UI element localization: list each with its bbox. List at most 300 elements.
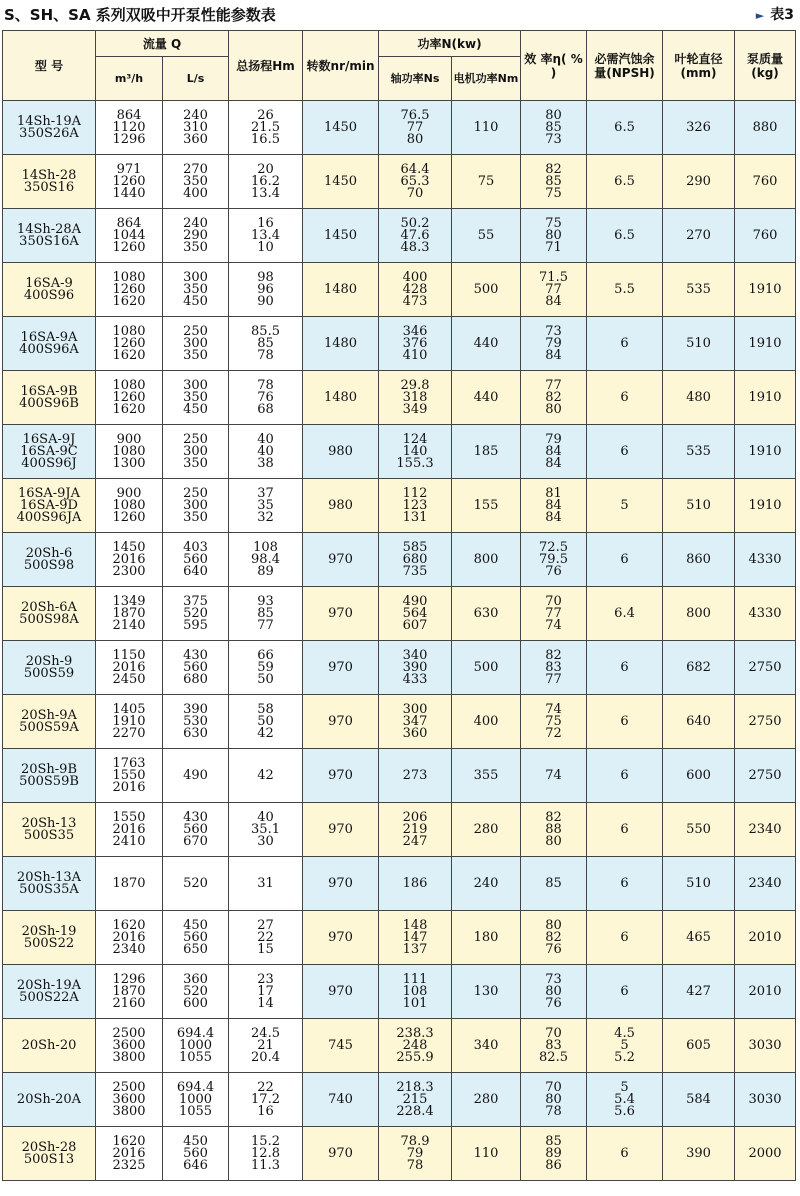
header-motor-power: 电机功率Nm: [452, 57, 521, 101]
cell-flow-m3h: [96, 1073, 163, 1127]
cell-line: 970: [328, 659, 353, 675]
cell-line: 2325: [112, 1157, 146, 1173]
cell-line: 1910: [748, 443, 782, 459]
cell-shaft-power: [379, 533, 452, 587]
table-row: [3, 749, 796, 803]
cell-mass: [735, 1127, 796, 1181]
cell-npsh: [587, 749, 663, 803]
cell-line: 20: [257, 161, 274, 177]
cell-line: 27: [257, 917, 274, 933]
cell-head: [229, 371, 303, 425]
cell-line: 16SA-9: [25, 275, 73, 291]
cell-line: 16SA-9A: [20, 329, 78, 345]
table-row: [3, 965, 796, 1019]
cell-model: [3, 803, 96, 857]
cell-line: 500S35: [23, 827, 75, 843]
cell-line: 75: [545, 713, 562, 729]
cell-line: 640: [686, 713, 711, 729]
cell-line: 520: [183, 875, 208, 891]
cell-npsh: [587, 587, 663, 641]
cell-line: 147: [402, 929, 428, 945]
cell-motor-power: [452, 533, 521, 587]
cell-line: 71: [545, 239, 562, 255]
cell-line: 900: [116, 485, 142, 501]
cell-line: 2750: [748, 659, 782, 675]
cell-impeller: [663, 1019, 735, 1073]
cell-speed: [303, 1073, 379, 1127]
cell-line: 607: [402, 617, 428, 633]
cell-line: 349: [402, 401, 428, 417]
cell-line: 219: [402, 821, 428, 837]
cell-impeller: [663, 533, 735, 587]
cell-flow-m3h: [96, 317, 163, 371]
cell-shaft-power: [379, 155, 452, 209]
cell-line: 74: [545, 617, 562, 633]
cell-line: 14Sh-28: [21, 167, 77, 183]
header-efficiency: 效 率η( % ): [521, 31, 587, 101]
cell-line: 6: [620, 713, 629, 729]
cell-line: 2340: [748, 875, 782, 891]
cell-line: 600: [183, 995, 208, 1011]
cell-line: 70: [545, 1079, 562, 1095]
cell-line: 971: [116, 161, 142, 177]
cell-line: 390: [183, 701, 208, 717]
cell-line: 350: [183, 281, 208, 297]
cell-line: 155.3: [396, 455, 434, 471]
cell-line: 630: [473, 605, 499, 621]
cell-flow-ls: [163, 641, 229, 695]
cell-efficiency: [521, 749, 587, 803]
cell-line: 1000: [178, 1091, 213, 1107]
cell-npsh: [587, 1127, 663, 1181]
cell-line: 970: [328, 983, 353, 999]
cell-line: 680: [402, 551, 428, 567]
cell-line: 78: [406, 1157, 424, 1173]
cell-line: 59: [257, 659, 274, 675]
cell-line: 682: [686, 659, 711, 675]
cell-line: 1480: [323, 281, 358, 297]
cell-shaft-power: [379, 263, 452, 317]
cell-line: 1910: [748, 389, 782, 405]
cell-line: 1044: [112, 227, 146, 243]
cell-line: 1480: [323, 389, 358, 405]
cell-line: 6.4: [614, 605, 635, 621]
cell-line: 64.4: [400, 161, 430, 177]
cell-mass: [735, 209, 796, 263]
cell-line: 78: [257, 347, 274, 363]
cell-line: 16SA-9D: [20, 497, 78, 513]
cell-line: 560: [183, 659, 208, 675]
cell-line: 605: [686, 1037, 711, 1053]
cell-speed: [303, 1127, 379, 1181]
cell-shaft-power: [379, 857, 452, 911]
cell-shaft-power: [379, 749, 452, 803]
cell-flow-ls: [163, 965, 229, 1019]
cell-line: 6: [620, 659, 629, 675]
cell-efficiency: [521, 641, 587, 695]
cell-line: 80: [545, 227, 562, 243]
cell-line: 410: [402, 347, 428, 363]
cell-line: 85: [545, 119, 562, 135]
cell-flow-m3h: [96, 371, 163, 425]
cell-line: 360: [183, 131, 208, 147]
cell-npsh: [587, 425, 663, 479]
cell-line: 88: [545, 821, 562, 837]
cell-line: 1620: [112, 1133, 146, 1149]
cell-line: 47.6: [400, 227, 430, 243]
cell-flow-m3h: [96, 965, 163, 1019]
cell-line: 280: [473, 1091, 499, 1107]
cell-impeller: [663, 1127, 735, 1181]
cell-line: 72: [545, 725, 562, 741]
cell-line: 5.4: [614, 1091, 635, 1107]
cell-line: 650: [183, 941, 208, 957]
cell-line: 970: [328, 929, 353, 945]
cell-line: 40: [257, 431, 274, 447]
cell-shaft-power: [379, 317, 452, 371]
cell-line: 3030: [748, 1037, 782, 1053]
cell-line: 85.5: [251, 323, 280, 339]
table-row: [3, 695, 796, 749]
cell-line: 4330: [748, 605, 782, 621]
cell-npsh: [587, 479, 663, 533]
cell-efficiency: [521, 317, 587, 371]
cell-line: 38: [257, 455, 274, 471]
cell-line: 78: [257, 377, 274, 393]
cell-line: 270: [183, 161, 208, 177]
cell-flow-ls: [163, 749, 229, 803]
cell-line: 1349: [112, 593, 146, 609]
cell-model: [3, 263, 96, 317]
cell-speed: [303, 857, 379, 911]
header-speed: 转数nr/min: [303, 31, 379, 101]
cell-head: [229, 857, 303, 911]
cell-line: 5.5: [614, 281, 635, 297]
cell-line: 80: [545, 107, 562, 123]
cell-line: 76: [545, 995, 562, 1011]
cell-line: 500S22A: [19, 989, 79, 1005]
cell-line: 1260: [112, 173, 146, 189]
cell-line: 433: [402, 671, 428, 687]
cell-motor-power: [452, 263, 521, 317]
cell-line: 24.5: [251, 1025, 280, 1041]
cell-line: 500S59B: [19, 773, 79, 789]
cell-shaft-power: [379, 965, 452, 1019]
cell-line: 1080: [112, 323, 146, 339]
cell-line: 21.5: [251, 119, 280, 135]
cell-line: 3800: [112, 1049, 146, 1065]
cell-line: 85: [545, 173, 562, 189]
cell-line: 148: [402, 917, 428, 933]
cell-line: 740: [328, 1091, 353, 1107]
cell-speed: [303, 641, 379, 695]
cell-flow-m3h: [96, 1127, 163, 1181]
cell-line: 535: [686, 443, 711, 459]
cell-speed: [303, 317, 379, 371]
header-shaft-power: 轴功率Ns: [379, 57, 452, 101]
cell-line: 16.5: [251, 131, 280, 147]
cell-line: 1260: [112, 389, 146, 405]
cell-speed: [303, 695, 379, 749]
cell-flow-m3h: [96, 101, 163, 155]
cell-flow-ls: [163, 263, 229, 317]
cell-line: 450: [183, 917, 208, 933]
cell-line: 864: [116, 215, 142, 231]
cell-line: 6: [620, 443, 629, 459]
cell-line: 535: [686, 281, 711, 297]
cell-line: 30: [257, 833, 274, 849]
cell-flow-m3h: [96, 425, 163, 479]
cell-line: 20Sh-28: [21, 1139, 77, 1155]
cell-line: 595: [183, 617, 208, 633]
cell-flow-m3h: [96, 587, 163, 641]
cell-flow-m3h: [96, 533, 163, 587]
cell-speed: [303, 479, 379, 533]
table-row: [3, 371, 796, 425]
cell-line: 89: [545, 1145, 562, 1161]
cell-line: 2340: [748, 821, 782, 837]
cell-line: 12.8: [251, 1145, 280, 1161]
cell-line: 375: [183, 593, 208, 609]
cell-speed: [303, 371, 379, 425]
cell-line: 248: [402, 1037, 428, 1053]
cell-efficiency: [521, 101, 587, 155]
cell-impeller: [663, 695, 735, 749]
cell-line: 1260: [112, 509, 146, 525]
cell-line: 84: [545, 497, 562, 513]
cell-line: 2140: [112, 617, 146, 633]
cell-line: 428: [402, 281, 428, 297]
cell-efficiency: [521, 425, 587, 479]
cell-npsh: [587, 101, 663, 155]
cell-line: 16SA-9JA: [17, 485, 81, 501]
cell-line: 390: [686, 1145, 711, 1161]
cell-efficiency: [521, 965, 587, 1019]
header-flow-m3h: m³/h: [96, 57, 163, 101]
cell-line: 970: [328, 875, 353, 891]
cell-speed: [303, 533, 379, 587]
cell-motor-power: [452, 857, 521, 911]
cell-mass: [735, 1019, 796, 1073]
cell-mass: [735, 425, 796, 479]
cell-line: 400S96B: [19, 395, 79, 411]
cell-head: [229, 641, 303, 695]
cell-line: 20Sh-20A: [16, 1091, 82, 1107]
cell-line: 1870: [112, 983, 146, 999]
cell-line: 78: [545, 1103, 562, 1119]
cell-line: 550: [686, 821, 711, 837]
cell-line: 20Sh-6: [25, 545, 73, 561]
cell-line: 247: [402, 833, 428, 849]
table-row: [3, 1073, 796, 1127]
cell-line: 17: [257, 983, 274, 999]
cell-flow-ls: [163, 911, 229, 965]
cell-line: 273: [402, 767, 428, 783]
cell-line: 82: [545, 389, 562, 405]
cell-impeller: [663, 749, 735, 803]
cell-line: 20Sh-9B: [20, 761, 78, 777]
cell-line: 79: [545, 335, 562, 351]
cell-model: [3, 317, 96, 371]
cell-flow-ls: [163, 479, 229, 533]
cell-motor-power: [452, 587, 521, 641]
cell-line: 490: [183, 767, 208, 783]
cell-line: 745: [328, 1037, 353, 1053]
cell-line: 215: [402, 1091, 428, 1107]
cell-line: 1620: [112, 401, 146, 417]
cell-line: 355: [473, 767, 499, 783]
cell-flow-ls: [163, 857, 229, 911]
cell-mass: [735, 1073, 796, 1127]
cell-impeller: [663, 965, 735, 1019]
cell-flow-ls: [163, 371, 229, 425]
cell-flow-m3h: [96, 803, 163, 857]
cell-impeller: [663, 155, 735, 209]
cell-line: 1910: [748, 335, 782, 351]
cell-line: 81: [545, 485, 562, 501]
cell-line: 880: [752, 119, 778, 135]
cell-npsh: [587, 155, 663, 209]
cell-flow-ls: [163, 695, 229, 749]
cell-line: 98.4: [251, 551, 280, 567]
cell-line: 14: [257, 995, 274, 1011]
cell-efficiency: [521, 371, 587, 425]
cell-line: 500: [473, 281, 499, 297]
cell-flow-m3h: [96, 749, 163, 803]
cell-line: 76: [545, 941, 562, 957]
cell-line: 560: [183, 551, 208, 567]
cell-motor-power: [452, 101, 521, 155]
cell-line: 1260: [112, 281, 146, 297]
cell-line: 350: [183, 173, 208, 189]
cell-impeller: [663, 857, 735, 911]
header-npsh: 必需汽蚀余 量(NPSH): [587, 31, 663, 101]
cell-line: 500S98: [23, 557, 75, 573]
cell-line: 20Sh-9A: [21, 707, 77, 723]
cell-line: 318: [402, 389, 428, 405]
cell-flow-ls: [163, 317, 229, 371]
cell-flow-ls: [163, 803, 229, 857]
cell-line: 860: [686, 551, 711, 567]
cell-line: 400S96A: [19, 341, 79, 357]
cell-line: 310: [183, 119, 208, 135]
cell-line: 350: [183, 389, 208, 405]
cell-line: 20Sh-20: [21, 1037, 77, 1053]
cell-line: 864: [116, 107, 142, 123]
cell-npsh: [587, 1019, 663, 1073]
cell-line: 82: [545, 929, 562, 945]
cell-line: 250: [183, 323, 208, 339]
cell-line: 427: [686, 983, 711, 999]
cell-line: 82: [545, 161, 562, 177]
cell-impeller: [663, 209, 735, 263]
cell-mass: [735, 587, 796, 641]
cell-line: 360: [183, 971, 208, 987]
cell-flow-m3h: [96, 479, 163, 533]
cell-shaft-power: [379, 695, 452, 749]
cell-model: [3, 965, 96, 1019]
table-row: [3, 317, 796, 371]
cell-model: [3, 209, 96, 263]
cell-mass: [735, 857, 796, 911]
cell-line: 73: [545, 323, 562, 339]
cell-line: 6.5: [614, 227, 635, 243]
cell-line: 350S16A: [19, 233, 79, 249]
cell-line: 240: [183, 107, 208, 123]
cell-line: 6: [620, 767, 629, 783]
cell-line: 1260: [112, 239, 146, 255]
cell-line: 1450: [323, 119, 358, 135]
cell-line: 646: [183, 1157, 208, 1173]
cell-model: [3, 101, 96, 155]
cell-mass: [735, 371, 796, 425]
cell-line: 2016: [112, 821, 146, 837]
cell-line: 1296: [112, 971, 146, 987]
cell-model: [3, 857, 96, 911]
cell-line: 760: [752, 173, 778, 189]
header-mass: 泵质量(kg): [735, 31, 796, 101]
cell-line: 50: [257, 713, 274, 729]
cell-line: 300: [402, 701, 428, 717]
cell-line: 74: [545, 767, 562, 783]
cell-line: 108: [253, 539, 278, 555]
cell-line: 1870: [112, 875, 146, 891]
cell-shaft-power: [379, 101, 452, 155]
cell-line: 80: [545, 1091, 562, 1107]
cell-mass: [735, 803, 796, 857]
cell-line: 35.1: [251, 821, 280, 837]
cell-efficiency: [521, 533, 587, 587]
cell-impeller: [663, 371, 735, 425]
cell-line: 21: [257, 1037, 274, 1053]
cell-head: [229, 533, 303, 587]
cell-line: 70: [406, 185, 424, 201]
cell-line: 2270: [112, 725, 146, 741]
cell-line: 50.2: [400, 215, 430, 231]
cell-impeller: [663, 911, 735, 965]
cell-line: 2340: [112, 941, 146, 957]
cell-line: 6: [620, 1145, 629, 1161]
cell-line: 1055: [178, 1049, 213, 1065]
cell-line: 2016: [112, 659, 146, 675]
cell-flow-ls: [163, 425, 229, 479]
cell-line: 564: [402, 605, 428, 621]
cell-line: 1120: [112, 119, 146, 135]
cell-speed: [303, 155, 379, 209]
cell-line: 510: [686, 335, 711, 351]
triangle-icon: ►: [755, 9, 765, 22]
cell-line: 970: [328, 821, 353, 837]
cell-line: 40: [257, 809, 274, 825]
header-model: 型 号: [3, 31, 96, 101]
cell-line: 26: [257, 107, 274, 123]
cell-line: 42: [257, 767, 274, 783]
cell-line: 11.3: [251, 1157, 280, 1173]
cell-line: 2160: [112, 995, 146, 1011]
cell-shaft-power: [379, 371, 452, 425]
cell-efficiency: [521, 803, 587, 857]
cell-flow-ls: [163, 1019, 229, 1073]
cell-impeller: [663, 803, 735, 857]
cell-mass: [735, 533, 796, 587]
cell-line: 403: [183, 539, 208, 555]
header-power: 功率N(kw): [379, 31, 521, 57]
cell-line: 4330: [748, 551, 782, 567]
cell-line: 6.5: [614, 119, 635, 135]
cell-speed: [303, 1019, 379, 1073]
cell-line: 1620: [112, 293, 146, 309]
cell-shaft-power: [379, 209, 452, 263]
